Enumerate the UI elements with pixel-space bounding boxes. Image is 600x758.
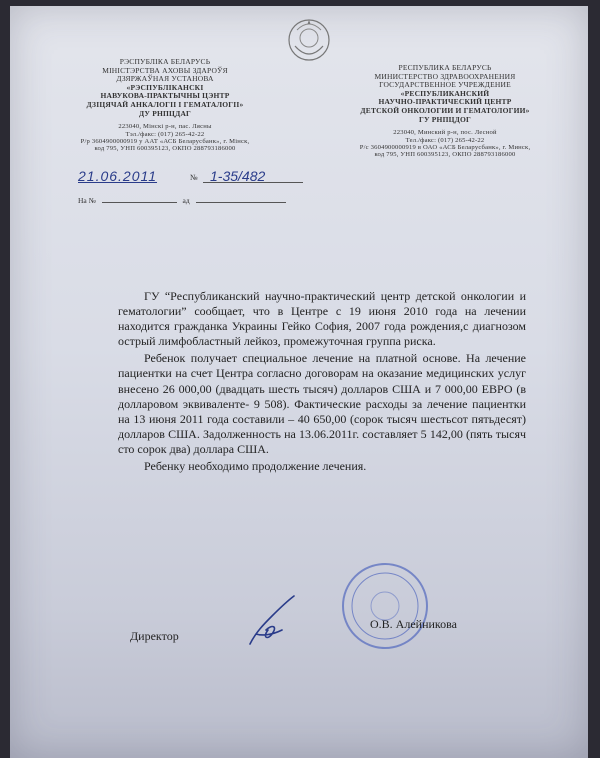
na-label: На №: [78, 196, 96, 205]
director-title: Директор: [130, 629, 179, 643]
registration-line: [78, 170, 308, 186]
header-address: Р/с 3604900000919 в ОАО «АСБ Беларусбанк», г. Минск,: [359, 143, 531, 151]
header-line: МІНІСТЭРСТВА АХОВЫ ЗДАРОЎЯ: [102, 65, 228, 75]
header-address: код 795, УНП 600395123, ОКПО 288793186000: [374, 151, 516, 159]
header-line: ДЕТСКОЙ ОНКОЛОГИИ И ГЕМАТОЛОГИИ»: [360, 105, 530, 115]
header-russian: [340, 64, 550, 159]
header-line: ДУ РНПЦДАГ: [138, 108, 192, 118]
header-address: Тел./факс: (017) 265-42-22: [405, 136, 485, 144]
header-address: код 795, УНП 600395123, ОКПО 288793186000: [94, 145, 236, 153]
header-line: РЕСПУБЛИКА БЕЛАРУСЬ: [398, 63, 492, 72]
header-line: НАВУКОВА-ПРАКТЫЧНЫ ЦЭНТР: [100, 91, 230, 101]
signer-name: О.В. Алейникова: [370, 617, 457, 631]
header-line: «РЕСПУБЛИКАНСКИЙ: [400, 88, 490, 98]
header-line: ГОСУДАРСТВЕННОЕ УЧРЕЖДЕНИЕ: [379, 80, 511, 90]
header-belarusian: [55, 58, 275, 153]
handwritten-number: 1-35/482: [210, 168, 266, 184]
signature-icon: [242, 594, 302, 649]
header-line: РЭСПУБЛІКА БЕЛАРУСЬ: [119, 57, 211, 66]
ad-label: ад: [182, 196, 190, 205]
reference-line: [78, 196, 290, 205]
body-paragraph: ГУ “Республиканский научно-практический центр детской онкологии и гематологии” сообщает, что в Центре с 19 июня 2010 года на лечении находится гражданка Украины Гейко София, 2007 года рождения,с диагнозом острый лимфобластный лейкоз, промежуточная группа риска.: [118, 289, 526, 349]
number-label: №: [190, 173, 198, 182]
header-address: 223040, Минский р-н, пос. Лесной: [393, 129, 497, 137]
header-address: Р/р 3604900000919 у ААТ «АСБ Беларусбанк», г. Мінск,: [80, 137, 250, 145]
header-address: Тэл./факс: (017) 265-42-22: [125, 130, 205, 138]
letter-body: [118, 289, 526, 476]
body-paragraph: Ребенок получает специальное лечение на платной основе. На лечение пациентки на счет Центра согласно договорам на оказание медицинских услуг внесено 26 000,00 (двадцать шесть тысяч) долларов США и 7 000,00 ЕВРО (в долларовом эквиваленте- 9 508). Фактические расходы за лечение пациентки на 13 июня 2011 года составили – 40 650,00 (сорок тысяч шестьсот пятьдесят) долларов США. Задолженность на 13.06.2011г. составляет 5 142,00 (пять тысяч сто сорок два) доллара США.: [118, 351, 526, 456]
header-line: ДЗЯРЖАЎНАЯ УСТАНОВА: [116, 74, 214, 84]
document-page: [10, 6, 588, 758]
header-line: МИНИСТЕРСТВО ЗДРАВООХРАНЕНИЯ: [374, 71, 516, 81]
header-line: НАУЧНО-ПРАКТИЧЕСКИЙ ЦЕНТР: [378, 97, 512, 107]
state-emblem-icon: [285, 16, 333, 64]
handwritten-date: 21.06.2011: [78, 168, 158, 184]
body-paragraph: Ребенку необходимо продолжение лечения.: [144, 459, 367, 474]
header-line: ГУ РНПЦДОГ: [419, 114, 471, 124]
header-line: ДЗІЦЯЧАЙ АНКАЛОГІІ І ГЕМАТАЛОГІІ»: [86, 99, 244, 109]
header-line: «РЭСПУБЛІКАНСКІ: [126, 82, 204, 92]
official-stamp-icon: [340, 561, 430, 651]
header-address: 223040, Мінскі р-н, пас. Лясны: [118, 123, 212, 131]
